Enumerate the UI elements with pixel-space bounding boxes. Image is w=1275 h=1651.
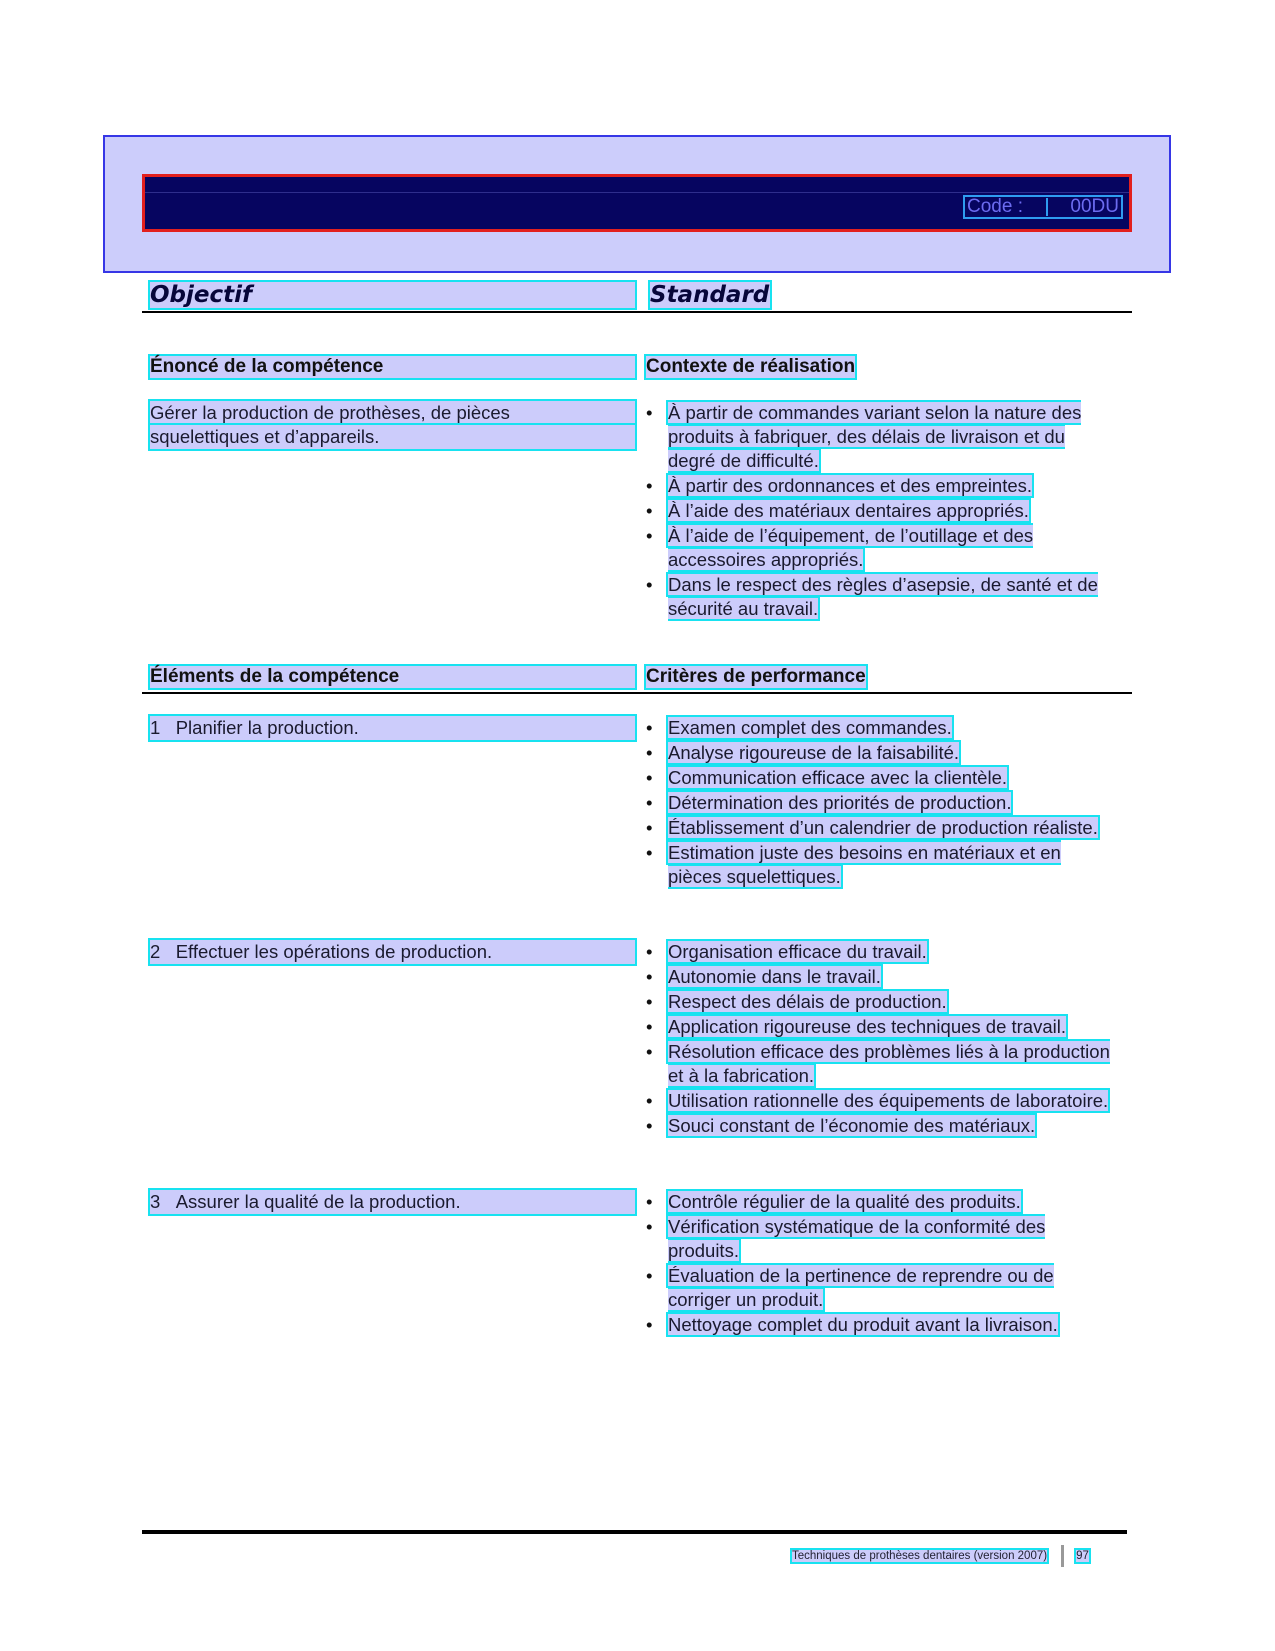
criterion-item [646, 1015, 1116, 1039]
element-2 [150, 940, 635, 964]
criterion-text: Examen complet des commandes. [668, 717, 952, 738]
element-number: 1 [150, 717, 161, 738]
criterion-item [646, 1114, 1116, 1138]
competency-line-1: Gérer la production de prothèses, de pièces [150, 401, 635, 425]
criterion-text: Application rigoureuse des techniques de travail. [668, 1016, 1066, 1037]
criterion-text: Dans le respect des règles d’asepsie, de santé et de sécurité au travail. [668, 574, 1098, 619]
page-number: 97 [1076, 1550, 1089, 1562]
criterion-text: À l’aide de l’équipement, de l’outillage et des accessoires appropriés. [668, 525, 1034, 570]
element-number: 2 [150, 941, 161, 962]
elements-heading: Éléments de la compétence [150, 666, 635, 688]
element-3 [150, 1190, 635, 1214]
criterion-text: Analyse rigoureuse de la faisabilité. [668, 742, 960, 763]
criterion-text: À partir des ordonnances et des empreintes. [668, 475, 1033, 496]
element-1 [150, 716, 635, 740]
criterion-item [646, 1313, 1116, 1337]
criterion-text: Estimation juste des besoins en matériaux et en pièces squelettiques. [668, 842, 1061, 887]
element-label: Effectuer les opérations de production. [175, 941, 493, 962]
criterion-item [646, 791, 1116, 815]
page-footer [792, 1545, 1089, 1567]
criterion-item [646, 816, 1116, 840]
footer-rule [142, 1530, 1127, 1534]
criterion-text: Utilisation rationnelle des équipements de laboratoire. [668, 1090, 1109, 1111]
code-value: 00DU [1070, 196, 1119, 217]
criterion-text: Contrôle régulier de la qualité des produits. [668, 1191, 1021, 1212]
criterion-item [646, 1040, 1116, 1088]
elements-rule [142, 692, 1132, 694]
standard-title: Standard [650, 282, 770, 308]
header-bar [142, 174, 1132, 232]
context-item [646, 499, 1116, 523]
code-field [963, 195, 1123, 219]
competency-line-2: squelettiques et d’appareils. [150, 425, 635, 449]
context-item [646, 524, 1116, 572]
context-item [646, 573, 1116, 621]
criterion-text: Respect des délais de production. [668, 991, 947, 1012]
statement-heading: Énoncé de la compétence [150, 356, 635, 378]
criterion-item [646, 990, 1116, 1014]
criterion-text: Autonomie dans le travail. [668, 966, 881, 987]
criterion-item [646, 716, 1116, 740]
code-separator [1046, 198, 1048, 216]
criterion-item [646, 741, 1116, 765]
criterion-text: Nettoyage complet du produit avant la livraison. [668, 1314, 1058, 1335]
criterion-item [646, 965, 1116, 989]
criterion-item [646, 1264, 1116, 1312]
header-inner-line [145, 192, 1129, 193]
criterion-text: Évaluation de la pertinence de reprendre ou de corriger un produit. [668, 1265, 1054, 1310]
criterion-text: Souci constant de l’économie des matériaux. [668, 1115, 1036, 1136]
criteria-list-2 [646, 940, 1116, 1139]
criterion-item [646, 766, 1116, 790]
context-list [646, 401, 1116, 622]
criterion-item [646, 1215, 1116, 1263]
code-label: Code : [967, 196, 1023, 217]
criteria-list-1 [646, 716, 1116, 890]
criteria-list-3 [646, 1190, 1116, 1338]
element-label: Planifier la production. [175, 717, 359, 738]
element-label: Assurer la qualité de la production. [175, 1191, 461, 1212]
element-number: 3 [150, 1191, 161, 1212]
context-heading: Contexte de réalisation [646, 356, 856, 377]
criteria-heading: Critères de performance [646, 666, 866, 687]
criterion-text: Détermination des priorités de production. [668, 792, 1012, 813]
context-item [646, 401, 1116, 473]
criterion-text: Vérification systématique de la conformité des produits. [668, 1216, 1046, 1261]
title-rule [142, 311, 1132, 313]
criterion-text: Organisation efficace du travail. [668, 941, 927, 962]
context-item [646, 474, 1116, 498]
criterion-item [646, 940, 1116, 964]
criterion-text: Résolution efficace des problèmes liés à la production et à la fabrication. [668, 1041, 1110, 1086]
criterion-item [646, 841, 1116, 889]
criterion-text: Établissement d’un calendrier de production réaliste. [668, 817, 1098, 838]
footer-separator [1061, 1545, 1064, 1567]
criterion-text: À l’aide des matériaux dentaires appropriés. [668, 500, 1029, 521]
criterion-text: À partir de commandes variant selon la nature des produits à fabriquer, des délais de livraison et du degré de difficulté. [668, 402, 1082, 471]
criterion-item [646, 1089, 1116, 1113]
criterion-text: Communication efficace avec la clientèle. [668, 767, 1007, 788]
objective-title: Objectif [150, 282, 635, 308]
footer-title: Techniques de prothèses dentaires (version 2007) [792, 1550, 1048, 1562]
criterion-item [646, 1190, 1116, 1214]
